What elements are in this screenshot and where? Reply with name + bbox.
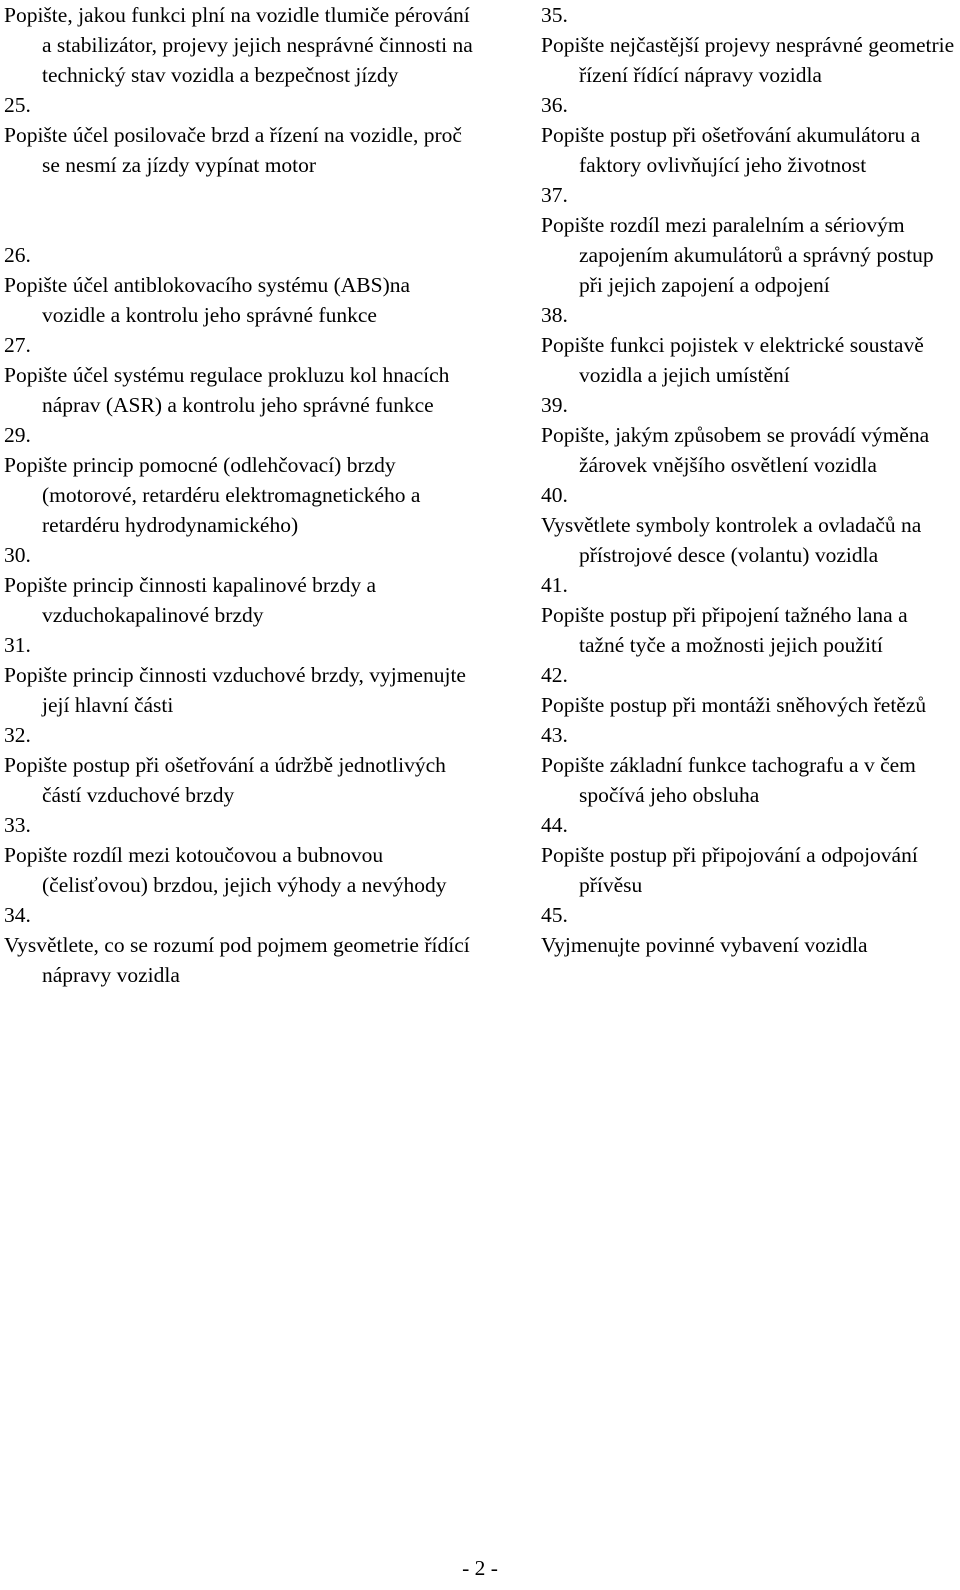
question-31-text: Popište princip činnosti vzduchové brzdy, vyjmenujte její hlavní části	[4, 663, 466, 717]
question-29-text: Popište princip pomocné (odlehčovací) brzdy (motorové, retardéru elektromagnetického a retardéru hydrodynamického)	[4, 453, 421, 537]
question-43-number: 43.	[541, 723, 568, 747]
question-36-text: Popište postup při ošetřování akumulátoru a faktory ovlivňující jeho životnost	[541, 123, 921, 177]
question-45-number: 45.	[541, 903, 568, 927]
question-35-text: Popište nejčastější projevy nesprávné geometrie řízení řídící nápravy vozidla	[541, 33, 955, 87]
question-37-text: Popište rozdíl mezi paralelním a sériovým zapojením akumulátorů a správný postup při jejich zapojení a odpojení	[541, 213, 934, 297]
question-39-number: 39.	[541, 393, 568, 417]
question-29-number: 29.	[4, 423, 31, 447]
question-34-number: 34.	[4, 903, 31, 927]
question-38-number: 38.	[541, 303, 568, 327]
question-33-number: 33.	[4, 813, 31, 837]
question-41-number: 41.	[541, 573, 568, 597]
question-25-number: 25.	[4, 93, 31, 117]
question-27-text: Popište účel systému regulace prokluzu kol hnacích náprav (ASR) a kontrolu jeho správné funkce	[4, 363, 450, 417]
question-26-number: 26.	[4, 243, 31, 267]
question-38-text: Popište funkci pojistek v elektrické soustavě vozidla a jejich umístění	[541, 333, 924, 387]
question-44-number: 44.	[541, 813, 568, 837]
question-36-number: 36.	[541, 93, 568, 117]
question-40-number: 40.	[541, 483, 568, 507]
question-30-text: Popište princip činnosti kapalinové brzdy a vzduchokapalinové brzdy	[4, 573, 376, 627]
question-42-text: Popište postup při montáži sněhových řetězů	[541, 693, 927, 717]
left-column	[4, 0, 474, 990]
question-32-number: 32.	[4, 723, 31, 747]
question-33-text: Popište rozdíl mezi kotoučovou a bubnovou (čelisťovou) brzdou, jejich výhody a nevýhody	[4, 843, 447, 897]
question-32-text: Popište postup při ošetřování a údržbě jednotlivých částí vzduchové brzdy	[4, 753, 446, 807]
question-45-text: Vyjmenujte povinné vybavení vozidla	[541, 933, 868, 957]
question-27-number: 27.	[4, 333, 31, 357]
question-25-text: Popište účel posilovače brzd a řízení na vozidle, proč se nesmí za jízdy vypínat motor	[4, 123, 462, 177]
question-43-text: Popište základní funkce tachografu a v čem spočívá jeho obsluha	[541, 753, 916, 807]
blank-space	[4, 180, 474, 240]
question-40-text: Vysvětlete symboly kontrolek a ovladačů na přístrojové desce (volantu) vozidla	[541, 513, 922, 567]
question-37-number: 37.	[541, 183, 568, 207]
question-44-text: Popište postup při připojování a odpojování přívěsu	[541, 843, 918, 897]
question-35-number: 35.	[541, 3, 568, 27]
question-26-text: Popište účel antiblokovacího systému (ABS)na vozidle a kontrolu jeho správné funkce	[4, 273, 411, 327]
question-42-number: 42.	[541, 663, 568, 687]
question-39-text: Popište, jakým způsobem se provádí výměna žárovek vnějšího osvětlení vozidla	[541, 423, 930, 477]
question-24-text: Popište, jakou funkci plní na vozidle tlumiče pérování a stabilizátor, projevy jejich nesprávné činnosti na technický stav vozidla a bezpečnost jízdy	[4, 3, 473, 87]
question-34-text: Vysvětlete, co se rozumí pod pojmem geometrie řídící nápravy vozidla	[4, 933, 470, 987]
question-30-number: 30.	[4, 543, 31, 567]
question-31-number: 31.	[4, 633, 31, 657]
question-41-text: Popište postup při připojení tažného lana a tažné tyče a možnosti jejich použití	[541, 603, 908, 657]
page-number: - 2 -	[462, 1556, 498, 1580]
right-column	[541, 0, 956, 960]
